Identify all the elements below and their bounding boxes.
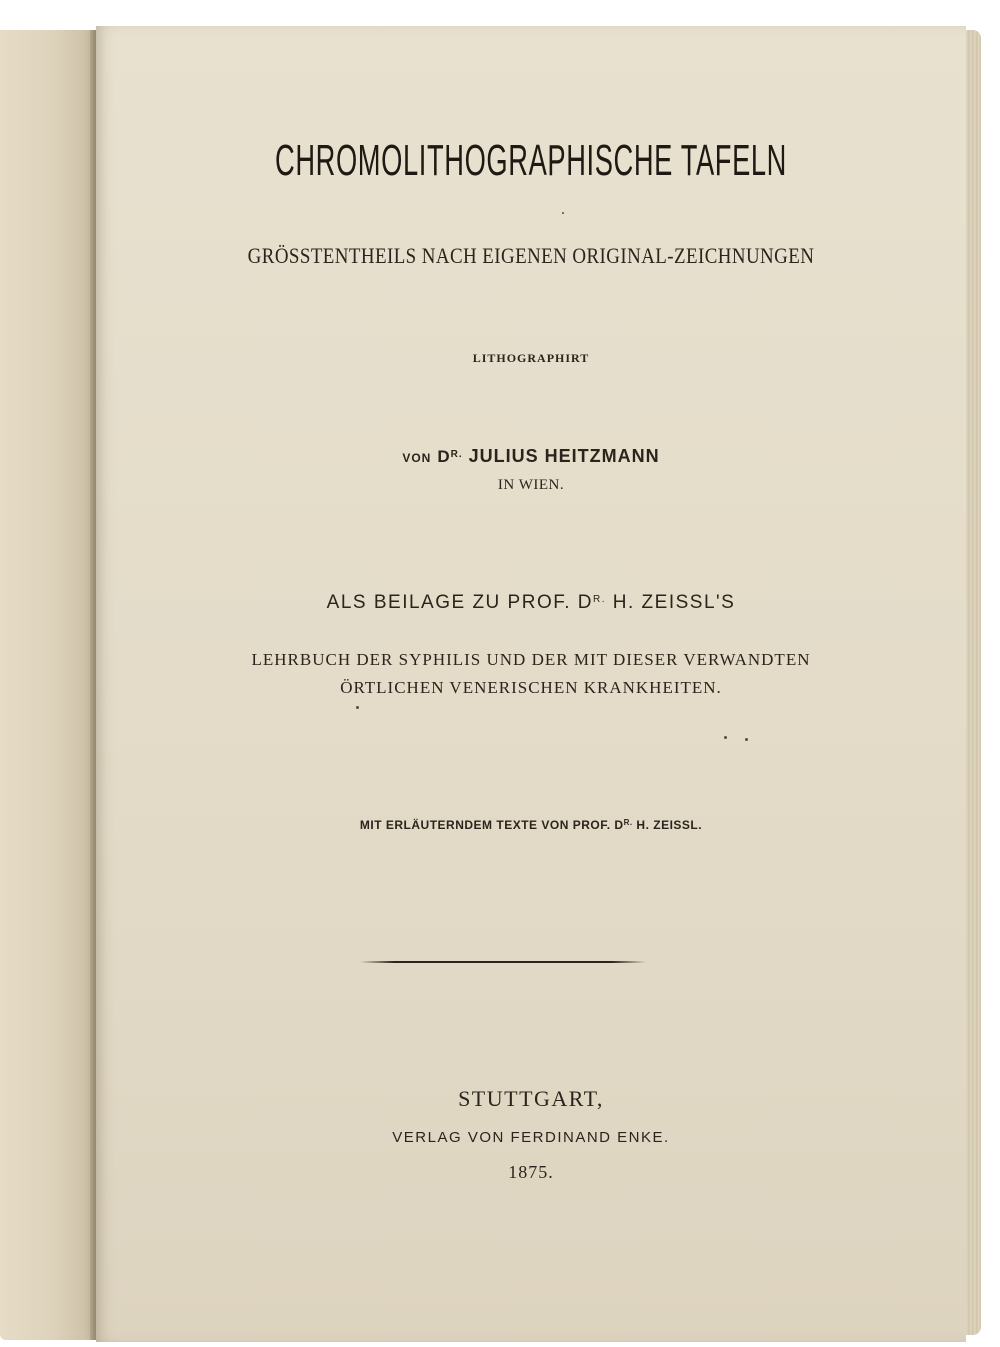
author-von: VON [402,451,432,465]
beilage-suffix: H. ZEISSL'S [612,592,736,613]
imprint-year: 1875. [508,1162,554,1182]
paper-speck [562,212,564,214]
beilage-line [96,592,966,614]
left-page [0,30,98,1340]
imprint-publisher: VERLAG VON FERDINAND ENKE. [392,1129,670,1146]
paper-speck [356,706,359,709]
author-place: IN WIEN. [497,477,565,493]
title-page [96,26,966,1342]
beilage-sup: R. [593,594,606,605]
mit-text-sup: R. [623,818,633,827]
mit-text-suffix: H. ZEISSL. [636,818,703,832]
mit-text-prefix: MIT ERLÄUTERNDEM TEXTE VON PROF. D [359,818,624,832]
imprint-city: STUTTGART, [458,1086,604,1111]
book-title: CHROMOLITHOGRAPHISCHE TAFELN [274,136,788,185]
lehrbuch-line-1: LEHRBUCH DER SYPHILIS UND DER MIT DIESER VERWANDTEN [251,650,811,669]
author-line [96,446,966,467]
lithographirt-label: LITHOGRAPHIRT [472,351,590,365]
author-dr: D [437,447,451,466]
lehrbuch-line-2: ÖRTLICHEN VENERISCHEN KRANKHEITEN. [340,678,722,697]
divider-rule [360,961,646,963]
book-subtitle: GRÖSSTENTHEILS NACH EIGENEN ORIGINAL-ZEICHNUNGEN [247,243,815,268]
paper-speck [724,736,727,739]
mit-text-line [96,818,966,832]
beilage-prefix: ALS BEILAGE ZU PROF. D [326,592,593,613]
author-name: JULIUS HEITZMANN [468,446,660,466]
paper-speck [745,738,748,741]
author-dr-sup: R. [450,449,463,460]
